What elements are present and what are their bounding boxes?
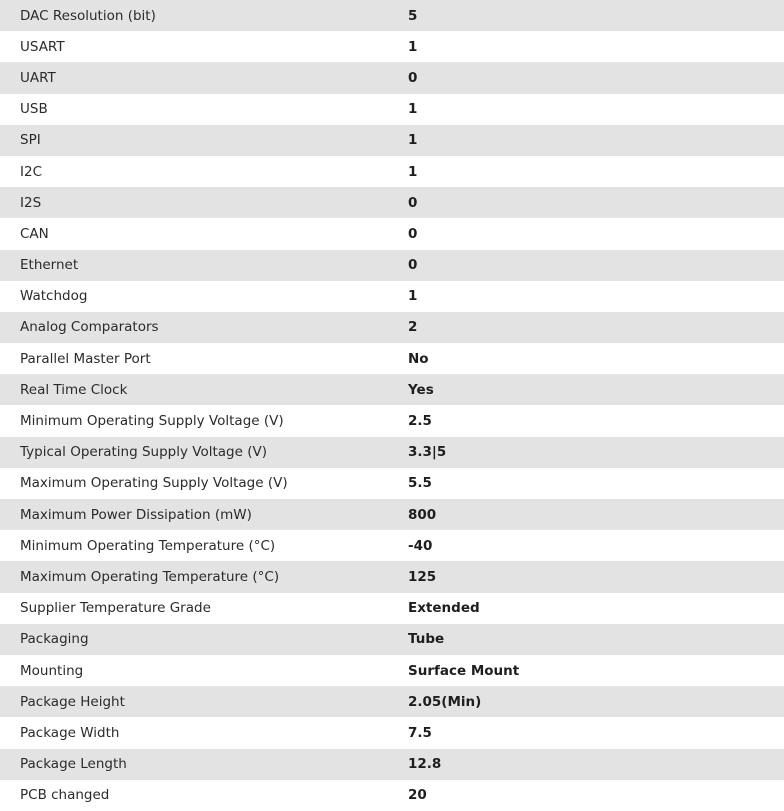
spec-label: I2S (20, 194, 42, 211)
spec-row-package-length (0, 749, 784, 780)
spec-label: Real Time Clock (20, 381, 128, 398)
spec-row-watchdog (0, 281, 784, 312)
spec-value: 0 (408, 257, 418, 274)
spec-value: 125 (408, 568, 437, 585)
spec-label: I2C (20, 163, 42, 180)
spec-row-mounting (0, 655, 784, 686)
spec-row-max-supply-voltage (0, 468, 784, 499)
spec-value: 0 (408, 194, 418, 211)
spec-row-uart (0, 62, 784, 93)
spec-value: Surface Mount (408, 662, 520, 679)
spec-label: Typical Operating Supply Voltage (V) (20, 444, 267, 461)
spec-value: 12.8 (408, 756, 442, 773)
spec-value: 3.3|5 (408, 444, 447, 461)
spec-row-min-operating-temperature (0, 530, 784, 561)
spec-label: Minimum Operating Supply Voltage (V) (20, 413, 284, 430)
spec-value: Extended (408, 600, 480, 617)
spec-label: Maximum Operating Temperature (°C) (20, 568, 280, 585)
spec-value: No (408, 350, 429, 367)
spec-value: 1 (408, 288, 418, 305)
spec-value: 5.5 (408, 475, 432, 492)
spec-value: 0 (408, 225, 418, 242)
spec-label: Maximum Power Dissipation (mW) (20, 506, 252, 523)
spec-row-package-height (0, 686, 784, 717)
spec-label: Supplier Temperature Grade (20, 600, 211, 617)
spec-label: Package Height (20, 693, 125, 710)
spec-row-parallel-master-port (0, 343, 784, 374)
spec-row-ethernet (0, 250, 784, 281)
spec-value: 20 (408, 787, 427, 804)
spec-row-i2s (0, 187, 784, 218)
spec-value: 7.5 (408, 724, 432, 741)
spec-row-usart (0, 31, 784, 62)
spec-value: Tube (408, 631, 445, 648)
spec-label: SPI (20, 132, 41, 149)
spec-label: Watchdog (20, 288, 88, 305)
spec-value: 5 (408, 7, 418, 24)
spec-row-packaging (0, 624, 784, 655)
spec-label: DAC Resolution (bit) (20, 7, 156, 24)
spec-label: USB (20, 101, 48, 118)
spec-row-real-time-clock (0, 374, 784, 405)
spec-row-dac-resolution (0, 0, 784, 31)
spec-row-spi (0, 125, 784, 156)
spec-label: Mounting (20, 662, 84, 679)
spec-label: Package Length (20, 756, 127, 773)
spec-row-max-power-dissipation (0, 499, 784, 530)
spec-label: Package Width (20, 724, 120, 741)
spec-row-pcb-changed (0, 780, 784, 811)
spec-value: 1 (408, 132, 418, 149)
spec-row-analog-comparators (0, 312, 784, 343)
spec-label: Maximum Operating Supply Voltage (V) (20, 475, 288, 492)
spec-row-usb (0, 94, 784, 125)
spec-row-can (0, 218, 784, 249)
spec-value: 1 (408, 101, 418, 118)
spec-value: 1 (408, 163, 418, 180)
spec-row-i2c (0, 156, 784, 187)
spec-row-supplier-temperature-grade (0, 593, 784, 624)
spec-value: 800 (408, 506, 437, 523)
spec-value: 0 (408, 69, 418, 86)
spec-value: 2.05(Min) (408, 693, 482, 710)
spec-value: 1 (408, 38, 418, 55)
spec-value: -40 (408, 537, 433, 554)
spec-value: 2.5 (408, 413, 432, 430)
spec-label: Minimum Operating Temperature (°C) (20, 537, 276, 554)
spec-label: Ethernet (20, 257, 79, 274)
spec-value: Yes (408, 381, 434, 398)
spec-row-package-width (0, 717, 784, 748)
spec-label: Packaging (20, 631, 89, 648)
spec-label: PCB changed (20, 787, 110, 804)
spec-label: UART (20, 69, 56, 86)
spec-row-typical-supply-voltage (0, 437, 784, 468)
spec-label: Analog Comparators (20, 319, 159, 336)
spec-label: USART (20, 38, 65, 55)
spec-value: 2 (408, 319, 418, 336)
spec-row-max-operating-temperature (0, 561, 784, 592)
spec-label: Parallel Master Port (20, 350, 151, 367)
spec-label: CAN (20, 225, 49, 242)
spec-row-min-supply-voltage (0, 405, 784, 436)
